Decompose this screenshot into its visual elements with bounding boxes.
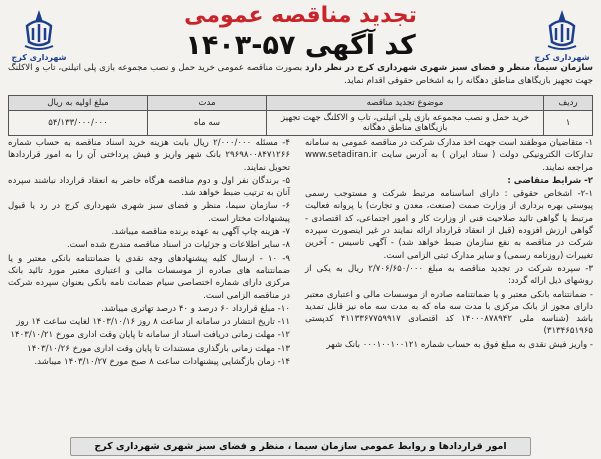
tender-table [8, 95, 593, 136]
condition-item: ۷- هزینه چاپ آگهی به عهده برنده مناقصه میباشد. [111, 227, 290, 238]
condition-item: ۱- متقاضیان موظفند است جهت اخذ مدارک شرکت در مناقصه عمومی به سامانه تدارکات الکترونیکی دولت ( ستاد ایران ) به آدرس سایت www.setadiran.ir مراجعه نمایند. [305, 138, 593, 173]
condition-item: ۱۴- زمان بازگشایی پیشنهادات ساعت ۸ صبح مورخ ۱۴۰۳/۱۰/۲۷ میباشد. [34, 357, 290, 368]
condition-item: ۲- شرایط متقاضی : [507, 175, 593, 186]
condition-item: ۱۲- مهلت زمانی دریافت اسناد از سامانه تا پایان وقت اداری مورخ ۱۴۰۳/۱۰/۲۱ [10, 330, 290, 341]
condition-item: ۲-۱- اشخاص حقوقی : دارای اساسنامه مرتبط شرکت و مستوجب رسمی پیوستی بهره برداری از وزارت صمت (صنعت، معدن و تجارت) با پروانه فعالیت مرتبط یا گواهی تائید صلاحیت فنی از وزارت کار و امور اجتماعی، کد اقتصادی - گواهی ارزش افزوده (قبل از انعقاد قرارداد ارائه نمایند در غیر اینصورت سپرده شرکت در مناقصه به نفع سازمان ضبط خواهد شد) - آگهی تاسیس - آخرین تغییرات (روزنامه رسمی) و سایر مدارک ثبتی الزامی است. [305, 189, 593, 261]
condition-item: - ضمانتنامه بانکی معتبر و یا ضمانتنامه صادره از موسسات مالی و اعتباری معتبر دارای مجوز از بانک مرکزی با مدت سه ماه که به مدت سه ماه نیز قابل تمدید باشد (شناسه ملی ۱۴۰۰۰۸۷۸۹۴۲ کد اقتصادی ۴۱۱۳۳۶۷۷۵۹۹۱۷ کدپستی ۳۱۳۴۶۵۱۹۶۵) [305, 289, 593, 337]
logo-caption: شهرداری کرج [534, 53, 590, 62]
condition-item: ۱۱- تاریخ انتشار در سامانه از ساعت ۸ روز ۱۴۰۳/۱۰/۱۶ لغایت ساعت ۱۴ روز [16, 317, 290, 328]
condition-item: ۶- سازمان سیما، منظر و فضای سبز شهری شهرداری کرج در رد یا قبول پیشنهادات مختار است. [8, 201, 290, 224]
condition-item: ۹- ۱۰ - ارسال کلیه پیشنهادهای وجه نقدی یا ضمانتنامه بانکی معتبر و یا ضمانتنامه های صادره از موسسات مالی و اعتباری معتبر مورد تائید بانک مرکزی دارای شماره اختصاصی سیام ضمانت نامه بانکی بعنوان سپرده شرکت در مناقصه الزامی است. [8, 253, 290, 301]
cell-amount: ۵۴/۱۳۳/۰۰۰/۰۰۰ [9, 111, 148, 136]
table-row [9, 111, 593, 136]
col-header-subject: موضوع تجدید مناقصه [267, 96, 544, 111]
condition-item: ۱۰- مبلغ قرارداد ۶۰ درصد و ۴۰ درصد تهاتری میباشد. [101, 303, 290, 314]
intro-paragraph [8, 62, 593, 88]
cell-duration: سه ماه [148, 111, 267, 136]
logo-caption: شهرداری کرج [11, 53, 67, 62]
col-header-amount: مبلغ اولیه به ریال [9, 96, 148, 111]
condition-item: ۸- سایر اطلاعات و جزئیات در اسناد مناقصه مندرج شده است. [66, 240, 290, 251]
condition-item: ۱۳- مهلت زمانی بارگذاری مستندات تا پایان وقت اداری مورخ ۱۴۰۳/۱۰/۲۶ [27, 343, 290, 354]
condition-item: ۴- مسئله ۲/۰۰۰/۰۰۰ ریال بابت هزینه خرید اسناد مناقصه به حساب شماره ۲۹۶۹۸۰۰۸۴۷۱۲۶۶ بانک شهر واریز و فیش پرداختی آن را به امور قراردادها تحویل نمایند. [8, 138, 290, 173]
footer-signature: امور قراردادها و روابط عمومی سازمان سیما ، منظر و فضای سبز شهری شهرداری کرج [70, 437, 531, 456]
conditions-right-column [305, 137, 593, 352]
intro-bold: سازمان سیما، منظر و فضای سبز شهری شهرداری کرج در نظر دارد [305, 63, 593, 73]
condition-item: - واریز فیش نقدی به مبلغ فوق به حساب شماره ۰۰۰۱۰۰۱۰۰۱۲۱ بانک شهر [326, 339, 593, 350]
ad-code: کد آگهی ۵۷-۱۴۰۳ [185, 30, 416, 61]
conditions-left-column [8, 137, 290, 369]
condition-item: ۳- سپرده شرکت در تجدید مناقصه به مبلغ ۲/۷۰۶/۶۵۰/۰۰۰ ریال به یکی از روشهای ذیل ارائه گردد: [305, 263, 594, 287]
table-header-row [9, 96, 593, 111]
condition-item: ۵- برندگان نفر اول و دوم مناقصه هرگاه حاضر به انعقاد قرارداد نباشند سپرده آنان به ترتیب ضبط خواهد شد. [8, 175, 290, 199]
cell-row-no: ۱ [544, 111, 593, 136]
notice-title: تجدید مناقصه عمومی [184, 3, 417, 28]
col-header-row-no: ردیف [544, 96, 593, 111]
col-header-duration: مدت [148, 96, 267, 111]
intro-text: بصورت مناقصه عمومی خرید حمل و نصب مجموعه بازی پلی اتیلنی، تاب و الاکلنگ جهت تجهیز بازیگاهای مناطق دهگانه را به اشخاص حقوقی اقدام نماید. [8, 63, 593, 86]
cell-subject: خرید حمل و نصب مجموعه بازی پلی اتیلنی، تاب و الاکلنگ جهت تجهیز بازیگاهای مناطق دهگانه [267, 111, 544, 136]
